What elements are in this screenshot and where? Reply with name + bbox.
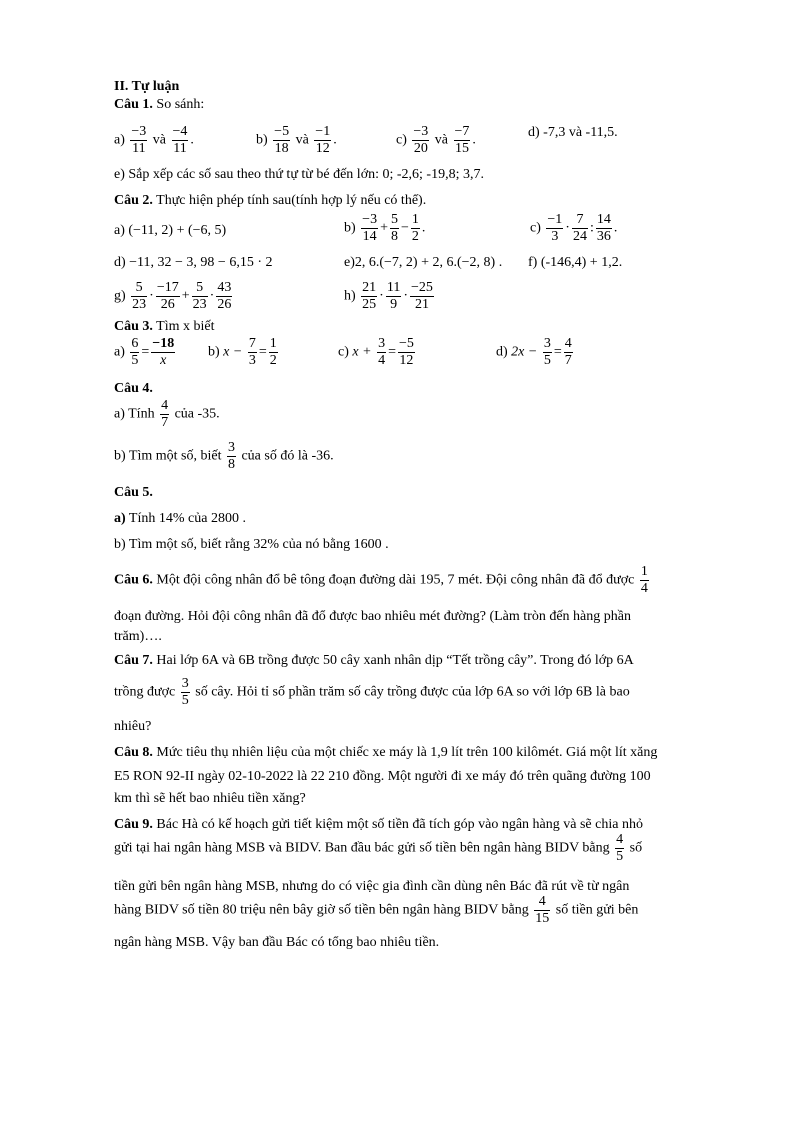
numerator: −5 — [274, 124, 290, 139]
q9-line4: hàng BIDV số tiền 80 triệu nên bây giờ số tiền bên ngân hàng BIDV bằng $\frac{4}{15}$ số tiền gửi bên — [114, 894, 639, 926]
fraction — [377, 336, 386, 369]
numerator: −17 — [156, 280, 179, 295]
denominator: 25 — [362, 297, 377, 312]
q7-line1: Câu 7. Hai lớp 6A và 6B trồng được 50 cây xanh nhân dịp “Tết trồng cây”. Trong đó lớp 6A — [114, 653, 634, 668]
numerator: 4 — [564, 336, 572, 351]
fraction — [534, 894, 550, 927]
q2-h: h) $\frac{21}{25}$ · $\frac{11}{9}$ · $\frac{-25}{21}$ — [344, 280, 433, 312]
numerator: 7 — [572, 212, 588, 229]
numerator: 14 — [596, 212, 611, 227]
fraction — [454, 124, 471, 157]
q2-title: Câu 2. Thực hiện phép tính sau(tính hợp lý nếu có thể). — [114, 193, 427, 208]
q3-c: c) x + $\frac{3}{4}$ = $\frac{-5}{12}$ — [338, 336, 414, 368]
numerator: −5 — [398, 336, 414, 351]
q9-line1: Câu 9. Bác Hà có kế hoạch gửi tiết kiệm một số tiền đã tích góp vào ngân hàng và sẽ chia nhỏ — [114, 817, 643, 832]
denominator: 21 — [414, 297, 429, 312]
numerator: 3 — [181, 676, 189, 691]
q6-line1: Câu 6. Một đội công nhân đổ bê tông đoạn đường dài 195, 7 mét. Đội công nhân đã đổ được $\frac{1}{4}$ — [114, 564, 648, 596]
fraction — [131, 280, 147, 313]
denominator: 20 — [413, 141, 428, 156]
denominator: 26 — [217, 297, 232, 312]
fraction — [411, 212, 420, 245]
numerator: 43 — [217, 280, 232, 295]
numerator: −4 — [172, 124, 188, 139]
q9-line5: ngân hàng MSB. Vậy ban đầu Bác có tổng bao nhiêu tiền. — [114, 935, 440, 950]
denominator: 4 — [640, 581, 648, 596]
q5-b: b) Tìm một số, biết rằng 32% của nó bằng 1600 . — [114, 537, 389, 552]
fraction — [412, 124, 429, 157]
q1-d: d) -7,3 và -11,5. — [528, 125, 618, 140]
numerator: 4 — [616, 832, 624, 847]
denominator: 2 — [269, 353, 277, 368]
numerator: 21 — [362, 280, 377, 295]
q1-e: e) Sắp xếp các số sau theo thứ tự từ bé đến lớn: 0; -2,6; -19,8; 3,7. — [114, 167, 484, 182]
numerator: 3 — [378, 336, 386, 351]
denominator: 23 — [132, 297, 147, 312]
q2-d: d) −11, 32 − 3, 98 − 6,15 · 2 — [114, 255, 273, 270]
numerator: 5 — [192, 280, 208, 297]
denominator: 12 — [399, 353, 414, 368]
fraction — [269, 336, 278, 369]
q9-line3: tiền gửi bên ngân hàng MSB, nhưng do có việc gia đình cần dùng nên Bác đã rút về từ ngân — [114, 879, 630, 894]
denominator: 5 — [131, 353, 139, 368]
fraction — [227, 440, 236, 473]
fraction — [640, 564, 649, 597]
fraction — [151, 336, 175, 369]
fraction — [398, 336, 415, 369]
section-heading: II. Tự luận — [114, 79, 180, 94]
fraction — [361, 212, 378, 245]
numerator: 4 — [534, 894, 550, 911]
fraction — [564, 336, 573, 369]
numerator: 3 — [227, 440, 235, 455]
q2-b: b) $\frac{-3}{14}$ + $\frac{5}{8}$ − $\frac{1}{2}$ . — [344, 212, 426, 244]
q3-d: d) 2x − $\frac{3}{5}$ = $\frac{4}{7}$ — [496, 336, 572, 368]
q3-a: a) $\frac{6}{5}$ = $\frac{-18}{x}$ — [114, 336, 175, 368]
numerator: −18 — [152, 336, 175, 351]
fraction — [596, 212, 612, 245]
numerator: 6 — [131, 336, 139, 351]
q5-a: a) Tính 14% của 2800 . — [114, 511, 246, 526]
q7-line2: trồng được $\frac{3}{5}$ số cây. Hỏi tỉ số phần trăm số cây trồng được của lớp 6A so với lớp 6B là bao — [114, 676, 630, 708]
fraction — [160, 398, 169, 431]
q1-a: a) $\frac{-3}{11}$ và $\frac{-4}{11}$ . — [114, 124, 194, 156]
denominator: 5 — [543, 353, 551, 368]
denominator: 3 — [551, 229, 559, 244]
numerator: −3 — [362, 212, 378, 227]
denominator: 24 — [572, 229, 587, 244]
fraction — [390, 212, 399, 245]
q2-a: a) (−11, 2) + (−6, 5) — [114, 223, 227, 238]
q9-line2: gửi tại hai ngân hàng MSB và BIDV. Ban đầu bác gửi số tiền bên ngân hàng BIDV bằng $\frac{4}{5}$ số — [114, 832, 643, 864]
numerator: 4 — [161, 398, 169, 413]
numerator: 3 — [543, 336, 551, 351]
denominator: 26 — [160, 297, 175, 312]
denominator: 23 — [192, 297, 207, 312]
fraction — [386, 280, 401, 313]
denominator: 7 — [564, 353, 572, 368]
numerator: 5 — [390, 212, 398, 227]
denominator: 14 — [362, 229, 377, 244]
fraction — [192, 280, 208, 313]
fraction — [248, 336, 257, 369]
q1-b: b) $\frac{-5}{18}$ và $\frac{-1}{12}$ . — [256, 124, 337, 156]
q2-c: c) $\frac{-1}{3}$ · $\frac{7}{24}$ : $\frac{14}{36}$ . — [530, 212, 618, 244]
q7-line3: nhiêu? — [114, 719, 152, 734]
numerator: −7 — [454, 124, 470, 139]
denominator: 11 — [173, 141, 187, 156]
q8-line1: Câu 8. Mức tiêu thụ nhiên liệu của một chiếc xe máy là 1,9 lít trên 100 kilômét. Giá một lít xăng — [114, 745, 658, 760]
denominator: 4 — [378, 353, 386, 368]
denominator: 7 — [161, 415, 169, 430]
numerator: 1 — [269, 336, 277, 351]
denominator: x — [160, 353, 167, 368]
q5-title: Câu 5. — [114, 485, 153, 500]
q8-line3: km thì sẽ hết bao nhiêu tiền xăng? — [114, 791, 306, 806]
numerator: 11 — [386, 280, 401, 295]
fraction — [615, 832, 624, 865]
fraction — [130, 336, 139, 369]
denominator: 2 — [411, 229, 419, 244]
denominator: 15 — [535, 911, 550, 926]
fraction — [546, 212, 563, 245]
denominator: 11 — [132, 141, 146, 156]
numerator: 5 — [131, 280, 147, 297]
numerator: −25 — [411, 280, 433, 295]
numerator: −1 — [547, 212, 563, 227]
q3-b: b) x − $\frac{7}{3}$ = $\frac{1}{2}$ — [208, 336, 277, 368]
fraction — [410, 280, 434, 313]
denominator: 3 — [248, 353, 256, 368]
denominator: 18 — [274, 141, 289, 156]
q4-title: Câu 4. — [114, 381, 153, 396]
fraction — [572, 212, 588, 245]
q6-line2: đoạn đường. Hỏi đội công nhân đã đổ được bao nhiêu mét đường? (Làm tròn đến hàng phần — [114, 609, 631, 624]
q3-title: Câu 3. Tìm x biết — [114, 319, 215, 334]
denominator: 8 — [390, 229, 398, 244]
numerator: 1 — [411, 212, 419, 227]
fraction — [361, 280, 377, 313]
fraction — [543, 336, 552, 369]
fraction — [314, 124, 331, 157]
fraction — [130, 124, 147, 157]
q4-a: a) Tính $\frac{4}{7}$ của -35. — [114, 398, 220, 430]
q2-f: f) (-146,4) + 1,2. — [528, 255, 623, 270]
denominator: 5 — [616, 849, 624, 864]
denominator: 36 — [596, 229, 611, 244]
numerator: −3 — [413, 124, 429, 139]
fraction — [156, 280, 180, 313]
denominator: 15 — [454, 141, 469, 156]
q8-line2: E5 RON 92-II ngày 02-10-2022 là 22 210 đồng. Một người đi xe máy đó trên quãng đường 100 — [114, 769, 651, 784]
numerator: −1 — [315, 124, 331, 139]
denominator: 8 — [227, 457, 235, 472]
q2-e: e)2, 6.(−7, 2) + 2, 6.(−2, 8) . — [344, 255, 503, 270]
numerator: 7 — [248, 336, 256, 351]
q4-b: b) Tìm một số, biết $\frac{3}{8}$ của số đó là -36. — [114, 440, 334, 472]
fraction — [172, 124, 189, 157]
denominator: 5 — [181, 693, 189, 708]
fraction — [181, 676, 190, 709]
q6-line3: trăm)…. — [114, 629, 162, 644]
q1-title: Câu 1. So sánh: — [114, 97, 205, 112]
fraction — [273, 124, 290, 157]
numerator: 1 — [640, 564, 648, 579]
fraction — [216, 280, 232, 313]
q2-g: g) $\frac{5}{23}$ · $\frac{-17}{26}$ + $\frac{5}{23}$ · $\frac{43}{26}$ — [114, 280, 232, 312]
denominator: 12 — [315, 141, 330, 156]
numerator: −3 — [131, 124, 147, 139]
q1-c: c) $\frac{-3}{20}$ và $\frac{-7}{15}$ . — [396, 124, 476, 156]
denominator: 9 — [390, 297, 398, 312]
